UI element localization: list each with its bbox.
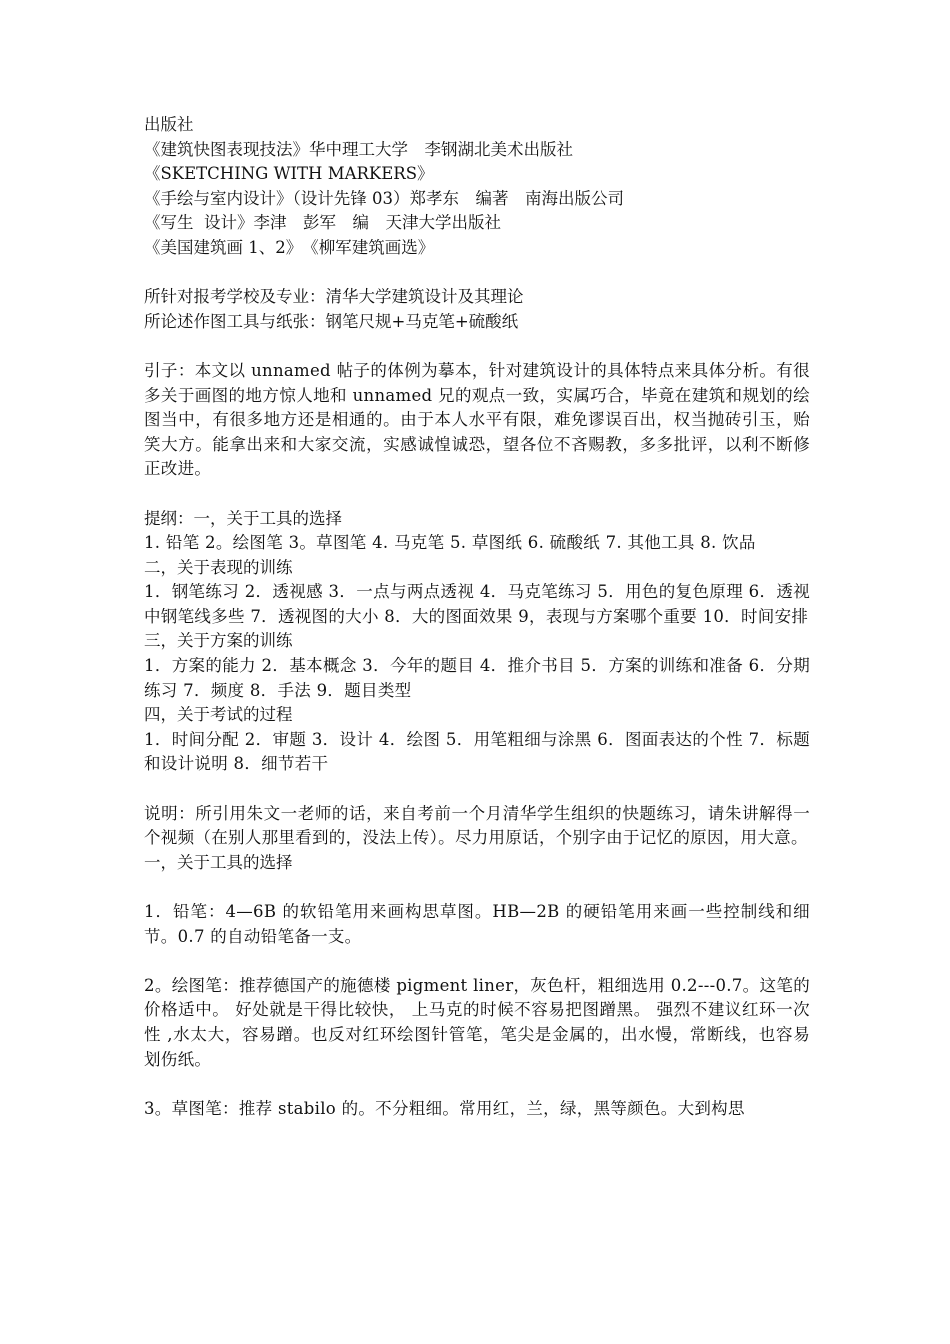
spacer (144, 1072, 810, 1097)
tool-sketch-pen-paragraph: 3。草图笔：推荐 stabilo 的。不分粗细。常用红，兰，绿，黑等颜色。大到构思 (144, 1098, 745, 1118)
outline-heading: 提纲：一，关于工具的选择 (144, 508, 342, 528)
tool-pencil-paragraph: 1．铅笔：4—6B 的软铅笔用来画构思草图。HB—2B 的硬铅笔用来画一些控制线和细节。0.7 的自动铅笔备一支。 (144, 902, 810, 946)
note-paragraph: 说明：所引用朱文一老师的话，来自考前一个月清华学生组织的快题练习，请朱讲解得一个视频（在别人那里看到的，没法上传）。尽力用原话，个别字由于记忆的原因，用大意。 (144, 803, 810, 848)
tool-drawing-pen-paragraph: 2。绘图笔：推荐德国产的施德楼 pigment liner，灰色杆，粗细选用 0.2---0.7。这笔的价格适中。 好处就是干得比较快， 上马克的时候不容易把图蹭黑。 强烈不建议红环一次性 ,水太大，容易蹭。也反对红环绘图针管笔，笔尖是金属的，出水慢，常断线，也容易划伤纸。 (144, 975, 810, 1069)
section-title: 一，关于工具的选择 (144, 852, 293, 872)
spacer (144, 875, 810, 900)
target-tools: 所论述作图工具与纸张：钢笔尺规+马克笔+硫酸纸 (144, 311, 519, 331)
reference-line: 《建筑快图表现技法》华中理工大学 李钢湖北美术出版社 (144, 139, 573, 159)
reference-line: 《美国建筑画 1、2》 《柳军建筑画选》 (144, 237, 435, 257)
outline-items-2: 1．钢笔练习 2．透视感 3．一点与两点透视 4．马克笔练习 5．用色的复色原理 6．透视中钢笔线多些 7．透视图的大小 8．大的图面效果 9，表现与方案哪个重要 10．时间安排 (144, 582, 810, 626)
reference-line: 《SKETCHING WITH MARKERS》 (144, 164, 434, 184)
spacer (144, 949, 810, 974)
spacer (144, 334, 810, 359)
spacer (144, 261, 810, 286)
outline-heading-2: 二，关于表现的训练 (144, 557, 293, 577)
intro-paragraph: 引子：本文以 unnamed 帖子的体例为摹本，针对建筑设计的具体特点来具体分析。有很多关于画图的地方惊人地和 unnamed 兄的观点一致，实属巧合，毕竟在建筑和规划的绘图当中，有很多地方还是相通的。由于本人水平有限，难免谬误百出，权当抛砖引玉，贻笑大方。能拿出来和大家交流，实感诚惶诚恐，望各位不吝赐教，多多批评，以利不断修正改进。 (144, 360, 810, 479)
outline-items-4: 1．时间分配 2．审题 3．设计 4．绘图 5．用笔粗细与涂黑 6．图面表达的个性 7．标题和设计说明 8．细节若干 (144, 729, 810, 774)
outline-items-3: 1．方案的能力 2．基本概念 3．今年的题目 4．推介书目 5．方案的训练和准备 6．分期练习 7．频度 8．手法 9．题目类型 (144, 656, 810, 700)
spacer (144, 777, 810, 802)
spacer (144, 482, 810, 507)
outline-heading-3: 三，关于方案的训练 (144, 631, 293, 651)
target-school: 所针对报考学校及专业：清华大学建筑设计及其理论 (144, 287, 524, 307)
reference-line: 《手绘与室内设计》（设计先锋 03）郑孝东 编著 南海出版公司 (144, 188, 624, 208)
outline-heading-4: 四，关于考试的过程 (144, 705, 293, 725)
outline-items-1: 1. 铅笔 2。绘图笔 3。草图笔 4. 马克笔 5. 草图纸 6. 硫酸纸 7. 其他工具 8. 饮品 (144, 533, 756, 553)
reference-line: 《写生 设计》李津 彭军 编 天津大学出版社 (144, 213, 501, 233)
reference-line: 出版社 (144, 115, 194, 134)
document-page (144, 113, 810, 1121)
